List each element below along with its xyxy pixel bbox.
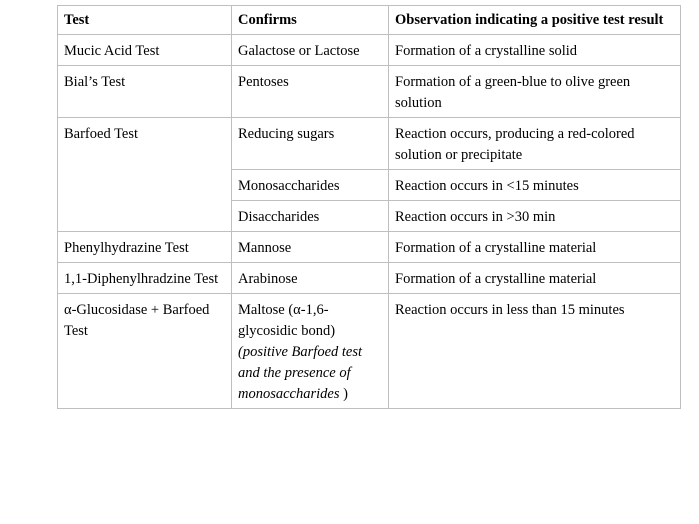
confirms-note-end: )	[339, 386, 348, 402]
cell-observation: Reaction occurs in <15 minutes	[389, 170, 681, 201]
cell-observation: Formation of a green-blue to olive green solution	[389, 66, 681, 118]
cell-observation: Formation of a crystalline material	[389, 232, 681, 263]
cell-confirms: Disaccharides	[232, 201, 389, 232]
cell-confirms: Galactose or Lactose	[232, 35, 389, 66]
cell-confirms-group	[232, 294, 389, 409]
cell-test: Bial’s Test	[58, 66, 232, 118]
header-test: Test	[58, 6, 232, 35]
cell-test: 1,1-Diphenylhradzine Test	[58, 263, 232, 294]
table-row	[58, 66, 681, 118]
table-row	[58, 118, 681, 170]
cell-observation: Formation of a crystalline solid	[389, 35, 681, 66]
cell-observation: Reaction occurs, producing a red-colored solution or precipitate	[389, 118, 681, 170]
cell-confirms: Arabinose	[232, 263, 389, 294]
header-confirms: Confirms	[232, 6, 389, 35]
table-row	[58, 35, 681, 66]
cell-test: Barfoed Test	[58, 118, 232, 232]
cell-test: Phenylhydrazine Test	[58, 232, 232, 263]
cell-confirms: Reducing sugars	[232, 118, 389, 170]
header-observation: Observation indicating a positive test result	[389, 6, 681, 35]
cell-observation: Reaction occurs in less than 15 minutes	[389, 294, 681, 409]
cell-observation: Formation of a crystalline material	[389, 263, 681, 294]
cell-confirms: Mannose	[232, 232, 389, 263]
cell-test: α-Glucosidase + Barfoed Test	[58, 294, 232, 409]
table-row	[58, 294, 681, 409]
cell-confirms: Maltose (α-1,6-glycosidic bond)	[238, 302, 336, 339]
cell-confirms: Pentoses	[232, 66, 389, 118]
cell-observation: Reaction occurs in >30 min	[389, 201, 681, 232]
cell-confirms-note	[238, 342, 382, 405]
header-row	[58, 6, 681, 35]
carbohydrate-tests-table	[57, 5, 681, 409]
cell-confirms: Monosaccharides	[232, 170, 389, 201]
table-row	[58, 232, 681, 263]
confirms-note-italic: (positive Barfoed test and the presence of monosaccharides	[238, 344, 363, 402]
table-row	[58, 263, 681, 294]
cell-test: Mucic Acid Test	[58, 35, 232, 66]
